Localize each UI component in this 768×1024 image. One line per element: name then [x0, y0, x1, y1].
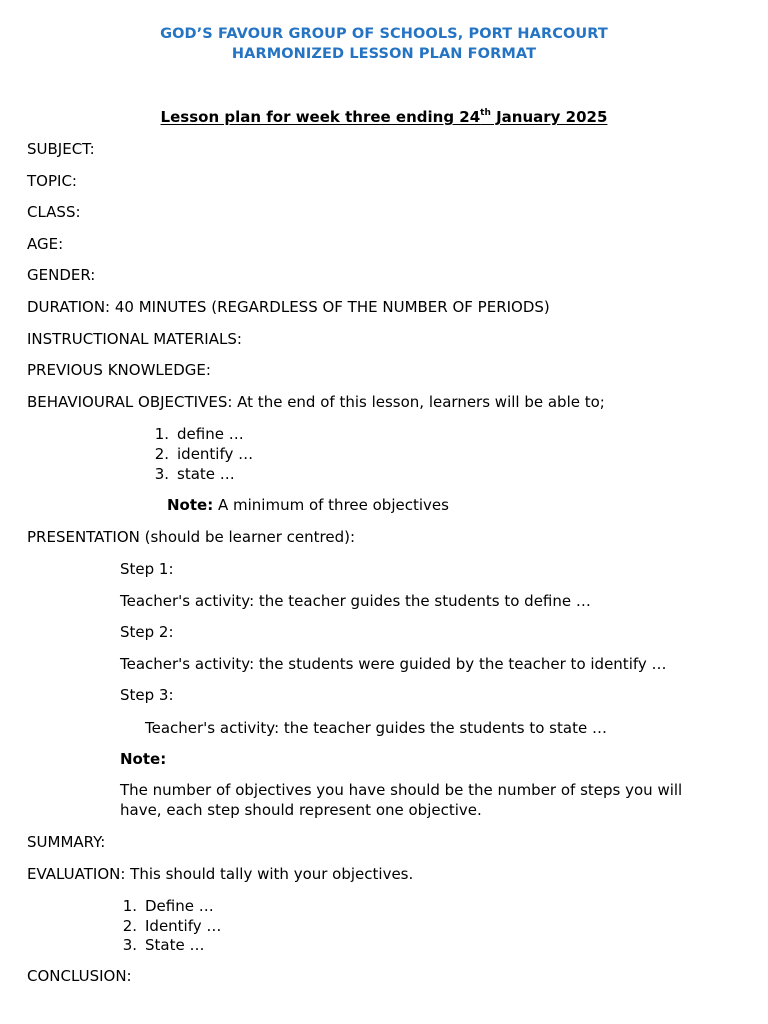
class-field: CLASS:	[27, 203, 81, 221]
school-name-heading: GOD’S FAVOUR GROUP OF SCHOOLS, PORT HARCOURT	[160, 26, 608, 42]
step-2-activity: Teacher's activity: the students were guided by the teacher to identify …	[120, 655, 667, 673]
presentation-note-line-2: have, each step should represent one objective.	[120, 801, 482, 819]
title-suffix: January 2025	[490, 108, 608, 126]
title-prefix: Lesson plan for week three ending 24	[160, 108, 481, 126]
evaluation-item	[115, 935, 204, 955]
step-1-label: Step 1:	[120, 560, 174, 578]
instructional-materials-field: INSTRUCTIONAL MATERIALS:	[27, 330, 242, 348]
objective-number: 3.	[154, 465, 169, 483]
gender-field: GENDER:	[27, 266, 96, 284]
objectives-note	[167, 495, 449, 515]
step-3-label: Step 3:	[120, 686, 174, 704]
evaluation-heading: EVALUATION: This should tally with your objectives.	[27, 865, 414, 883]
objectives-note-label: Note:	[167, 496, 214, 514]
evaluation-number: 3.	[122, 936, 137, 954]
objective-item	[147, 444, 253, 464]
objective-item	[147, 464, 235, 484]
presentation-note-line-1: The number of objectives you have should be the number of steps you will	[120, 781, 683, 799]
objective-number: 1.	[154, 425, 169, 443]
evaluation-text: State …	[145, 936, 205, 954]
step-1-activity: Teacher's activity: the teacher guides the students to define …	[120, 592, 591, 610]
objective-text: state …	[177, 465, 235, 483]
evaluation-item	[115, 916, 221, 936]
subject-field: SUBJECT:	[27, 140, 95, 158]
behavioural-objectives-field: BEHAVIOURAL OBJECTIVES: At the end of this lesson, learners will be able to;	[27, 393, 605, 411]
evaluation-text: Define …	[145, 897, 214, 915]
evaluation-number: 2.	[122, 917, 137, 935]
objective-text: define …	[177, 425, 244, 443]
objective-number: 2.	[154, 445, 169, 463]
conclusion-field: CONCLUSION:	[27, 967, 132, 985]
summary-field: SUMMARY:	[27, 833, 106, 851]
topic-field: TOPIC:	[27, 172, 77, 190]
step-3-activity: Teacher's activity: the teacher guides the students to state …	[145, 719, 607, 737]
previous-knowledge-field: PREVIOUS KNOWLEDGE:	[27, 361, 211, 379]
duration-field: DURATION: 40 MINUTES (REGARDLESS OF THE NUMBER OF PERIODS)	[27, 298, 550, 316]
title-superscript: th	[480, 108, 491, 118]
objective-text: identify …	[177, 445, 254, 463]
age-field: AGE:	[27, 235, 64, 253]
lesson-plan-title	[0, 107, 768, 127]
objective-item	[147, 424, 244, 444]
evaluation-text: Identify …	[145, 917, 222, 935]
objectives-note-text: A minimum of three objectives	[213, 496, 449, 514]
presentation-note-label: Note:	[120, 750, 167, 768]
evaluation-number: 1.	[122, 897, 137, 915]
format-name-heading: HARMONIZED LESSON PLAN FORMAT	[231, 46, 537, 62]
step-2-label: Step 2:	[120, 623, 174, 641]
presentation-heading: PRESENTATION (should be learner centred):	[27, 528, 355, 546]
evaluation-item	[115, 896, 214, 916]
